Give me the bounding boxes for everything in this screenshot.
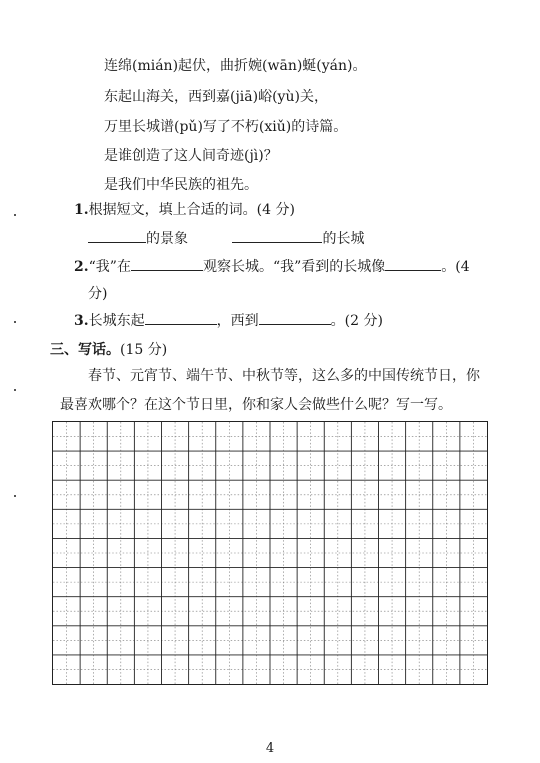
question-number: 1. bbox=[74, 202, 89, 218]
question-2 bbox=[74, 256, 470, 276]
poem-line: 是谁创造了这人间奇迹(jì)？ bbox=[104, 148, 278, 164]
question-text: 根据短文，填上合适的词。(4 分) bbox=[88, 202, 295, 218]
question-number: 2. bbox=[74, 259, 89, 275]
question-text: ，西到 bbox=[216, 313, 259, 329]
question-text: 。(2 分) bbox=[330, 313, 383, 329]
page-number: 4 bbox=[265, 741, 275, 756]
section-3-heading bbox=[50, 339, 167, 359]
writing-prompt-line: 春节、元宵节、端午节、中秋节等，这么多的中国传统节日，你 bbox=[88, 368, 480, 384]
question-3 bbox=[74, 310, 383, 330]
question-text: 观察长城。“我”看到的长城像 bbox=[202, 259, 386, 275]
question-1-answers bbox=[88, 228, 364, 248]
section-score: (15 分) bbox=[120, 342, 168, 358]
poem-line: 万里长城谱(pǔ)写了不朽(xiǔ)的诗篇。 bbox=[104, 119, 348, 135]
question-2-wrap: 分) bbox=[88, 286, 108, 302]
poem-line: 是我们中华民族的祖先。 bbox=[104, 177, 258, 193]
answer-blank[interactable] bbox=[131, 256, 203, 271]
answer-blank[interactable] bbox=[88, 228, 146, 243]
section-title: 三、写话。 bbox=[50, 342, 120, 358]
question-text: 。(4 bbox=[441, 259, 470, 275]
writing-grid[interactable] bbox=[52, 421, 488, 685]
writing-prompt-line: 最喜欢哪个？在这个节日里，你和家人会做些什么呢？写一写。 bbox=[60, 397, 452, 413]
poem-line: 连绵(mián)起伏，曲折婉(wān)蜒(yán)。 bbox=[104, 58, 367, 74]
question-text: “我”在 bbox=[88, 259, 131, 275]
blank-suffix: 的景象 bbox=[146, 231, 188, 247]
answer-blank[interactable] bbox=[232, 228, 322, 243]
question-text: 长城东起 bbox=[88, 313, 145, 329]
poem-line: 东起山海关，西到嘉(jiā)峪(yù)关， bbox=[104, 89, 328, 105]
answer-blank[interactable] bbox=[145, 310, 217, 325]
answer-blank[interactable] bbox=[385, 256, 441, 271]
question-1 bbox=[74, 199, 295, 219]
margin-mark bbox=[14, 321, 16, 323]
margin-mark bbox=[14, 214, 16, 216]
margin-mark bbox=[14, 495, 16, 497]
blank-suffix: 的长城 bbox=[322, 231, 365, 247]
margin-mark bbox=[14, 389, 16, 391]
answer-blank[interactable] bbox=[259, 310, 331, 325]
question-number: 3. bbox=[74, 313, 89, 329]
